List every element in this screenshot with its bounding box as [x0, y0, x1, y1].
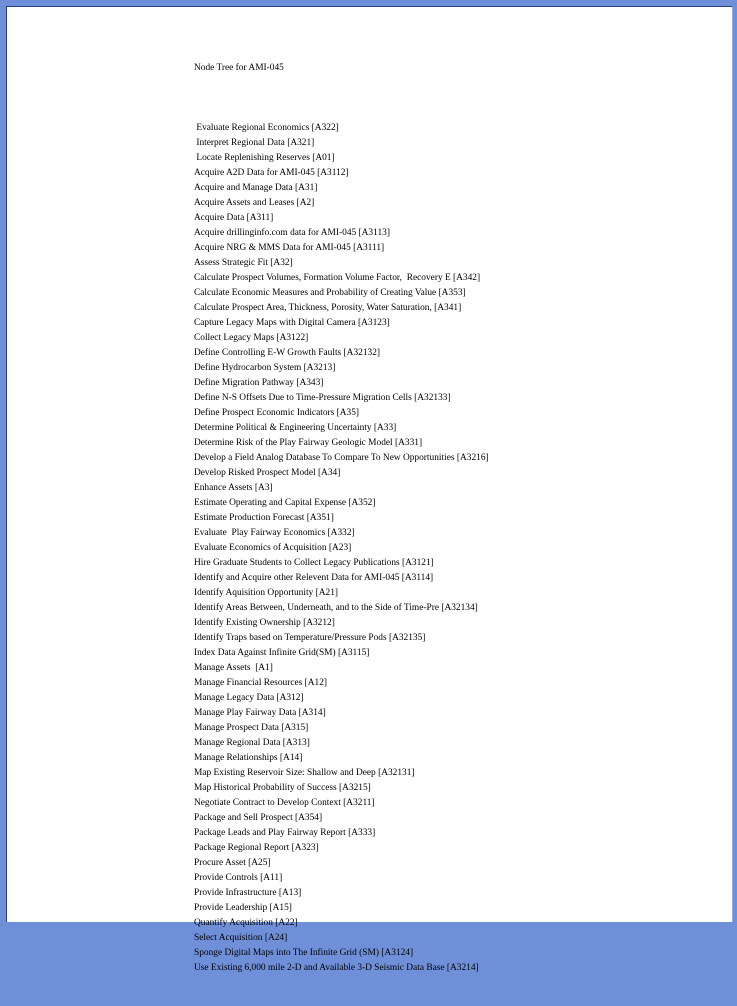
- node-item: Manage Financial Resources [A12]: [194, 678, 328, 688]
- node-item: Package Regional Report [A323]: [194, 843, 319, 853]
- node-item: Index Data Against Infinite Grid(SM) [A3115]: [194, 648, 370, 658]
- node-item: Determine Risk of the Play Fairway Geologic Model [A331]: [194, 438, 423, 448]
- node-item: Manage Assets [A1]: [194, 663, 273, 673]
- node-item: Enhance Assets [A3]: [194, 483, 273, 493]
- node-item: Identify Existing Ownership [A3212]: [194, 618, 335, 628]
- node-item: Negotiate Contract to Develop Context [A3211]: [194, 798, 375, 808]
- node-item: Define Prospect Economic Indicators [A35]: [194, 408, 360, 418]
- node-item: Acquire Assets and Leases [A2]: [194, 198, 315, 208]
- node-item: Acquire Data [A311]: [194, 213, 274, 223]
- node-item: Manage Relationships [A14]: [194, 753, 303, 763]
- node-item: Locate Replenishing Reserves [A01]: [194, 153, 335, 163]
- node-item: Manage Legacy Data [A312]: [194, 693, 304, 703]
- node-item: Define N-S Offsets Due to Time-Pressure Migration Cells [A32133]: [194, 393, 451, 403]
- node-item: Provide Controls [A11]: [194, 873, 283, 883]
- node-item: Use Existing 6,000 mile 2-D and Available 3-D Seismic Data Base [A3214]: [194, 963, 479, 973]
- node-item: Manage Prospect Data [A315]: [194, 723, 309, 733]
- node-item: Calculate Economic Measures and Probability of Creating Value [A353]: [194, 288, 466, 298]
- node-item: Hire Graduate Students to Collect Legacy Publications [A3121]: [194, 558, 434, 568]
- node-item: Manage Play Fairway Data [A314]: [194, 708, 326, 718]
- node-item: Select Acquisition [A24]: [194, 933, 288, 943]
- node-item: Acquire and Manage Data [A31]: [194, 183, 318, 193]
- node-item: Sponge Digital Maps into The Infinite Grid (SM) [A3124]: [194, 948, 414, 958]
- node-item: Estimate Production Forecast [A351]: [194, 513, 334, 523]
- node-item: Estimate Operating and Capital Expense [A352]: [194, 498, 376, 508]
- node-item: Acquire drillinginfo.com data for AMI-045 [A3113]: [194, 228, 390, 238]
- node-item: Package and Sell Prospect [A354]: [194, 813, 323, 823]
- node-item: Provide Infrastructure [A13]: [194, 888, 302, 898]
- node-item: Identify and Acquire other Relevent Data for AMI-045 [A3114]: [194, 573, 434, 583]
- node-item: Identify Areas Between, Underneath, and to the Side of Time-Pre [A32134]: [194, 603, 478, 613]
- node-item: Capture Legacy Maps with Digital Camera [A3123]: [194, 318, 390, 328]
- node-item: Map Existing Reservoir Size: Shallow and Deep [A32131]: [194, 768, 415, 778]
- node-tree-content: [194, 31, 489, 1006]
- node-item: Define Hydrocarbon System [A3213]: [194, 363, 336, 373]
- node-item: Interpret Regional Data [A321]: [194, 138, 315, 148]
- node-item: Quantify Acquisition [A22]: [194, 918, 298, 928]
- node-item: Define Controlling E-W Growth Faults [A32132]: [194, 348, 380, 358]
- node-item: Determine Political & Engineering Uncertainty [A33]: [194, 423, 397, 433]
- node-item: Calculate Prospect Volumes, Formation Volume Factor, Recovery E [A342]: [194, 273, 481, 283]
- node-item: Procure Asset [A25]: [194, 858, 271, 868]
- node-item: Map Historical Probability of Success [A3215]: [194, 783, 371, 793]
- node-item: Acquire A2D Data for AMI-045 [A3112]: [194, 168, 349, 178]
- node-item: Provide Leadership [A15]: [194, 903, 292, 913]
- node-item: Assess Strategic Fit [A32]: [194, 258, 293, 268]
- node-list: [194, 121, 489, 976]
- node-item: Identify Aquisition Opportunity [A21]: [194, 588, 338, 598]
- node-item: Collect Legacy Maps [A3122]: [194, 333, 309, 343]
- node-item: Develop Risked Prospect Model [A34]: [194, 468, 341, 478]
- node-item: Identify Traps based on Temperature/Pressure Pods [A32135]: [194, 633, 426, 643]
- node-item: Evaluate Economics of Acquisition [A23]: [194, 543, 352, 553]
- document-page: [6, 6, 733, 973]
- node-item: Evaluate Play Fairway Economics [A332]: [194, 528, 355, 538]
- node-item: Evaluate Regional Economics [A322]: [194, 123, 339, 133]
- node-item: Manage Regional Data [A313]: [194, 738, 310, 748]
- node-item: Develop a Field Analog Database To Compare To New Opportunities [A3216]: [194, 453, 489, 463]
- document-title: Node Tree for AMI-045: [194, 63, 284, 73]
- node-item: Package Leads and Play Fairway Report [A333]: [194, 828, 376, 838]
- node-item: Calculate Prospect Area, Thickness, Porosity, Water Saturation, [A341]: [194, 303, 462, 313]
- node-item: Acquire NRG & MMS Data for AMI-045 [A3111]: [194, 243, 385, 253]
- node-item: Define Migration Pathway [A343]: [194, 378, 324, 388]
